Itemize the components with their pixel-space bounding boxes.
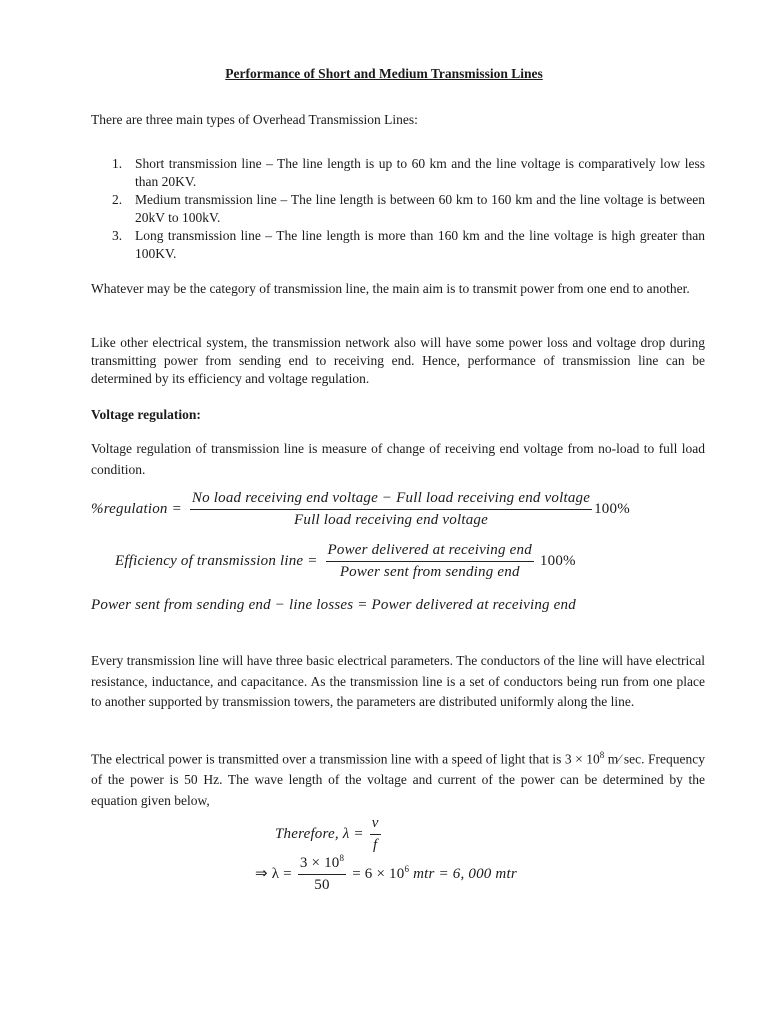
list-text: Short transmission line – The line length is up to 60 km and the line voltage is comparatively low less than 20KV. — [135, 156, 705, 189]
lambda-denominator: f — [372, 837, 378, 853]
regulation-numerator: No load receiving end voltage − Full load receiving end voltage — [191, 490, 591, 506]
balance-equation: Power sent from sending end − line losses = Power delivered at receiving end — [91, 597, 576, 613]
intro-text: There are three main types of Overhead Transmission Lines: — [91, 112, 418, 127]
loss-paragraph: Like other electrical system, the transmission network also will have some power loss and voltage drop during transmitting power from sending end to receiving end. Hence, performance of transmission line can be determined by its efficiency and voltage regulation. — [91, 335, 705, 386]
numerator-base: 3 × 10 — [299, 855, 340, 871]
list-text: Long transmission line – The line length is more than 160 km and the line voltage is high greater than 100KV. — [135, 228, 705, 261]
voltage-regulation-paragraph: Voltage regulation of transmission line is measure of change of receiving end voltage from no-load to full load condition. — [91, 441, 705, 477]
rhs-base: = 6 × 10 — [352, 866, 405, 882]
regulation-fraction — [190, 490, 592, 529]
efficiency-equation — [115, 542, 576, 581]
speed-text-b: m⁄ sec. Frequency of the power is 50 Hz. The wave length of the voltage and current of the power can be determined by the equation given below, — [91, 751, 705, 808]
aim-paragraph: Whatever may be the category of transmission line, the main aim is to transmit power from one end to another. — [91, 281, 690, 296]
rhs-unit: mtr = 6, 000 mtr — [409, 866, 517, 882]
numerator-exponent: 8 — [339, 853, 345, 863]
speed-paragraph — [91, 745, 705, 811]
list-item — [91, 227, 705, 263]
regulation-suffix: 100% — [594, 501, 630, 517]
lambda-value-numerator — [298, 853, 346, 874]
lambda-value-rhs — [352, 864, 517, 883]
efficiency-numerator: Power delivered at receiving end — [327, 542, 532, 558]
list-number: 2. — [112, 192, 123, 207]
parameters-paragraph: Every transmission line will have three basic electrical parameters. The conductors of the line will have electrical resistance, inductance, and capacitance. As the transmission line is a set of conductors being run from one place to another supported by transmission towers, the parameters are distributed uniformly along the line. — [91, 653, 705, 709]
lambda-lhs: Therefore, λ = — [275, 826, 364, 842]
efficiency-denominator: Power sent from sending end — [339, 564, 520, 580]
lambda-value-equation — [255, 853, 517, 894]
rhs-exponent: 6 — [404, 864, 410, 874]
lambda-value-fraction — [298, 853, 346, 894]
list-text: Medium transmission line – The line length is between 60 km to 160 km and the line voltage is between 20kV to 100kV. — [135, 192, 705, 225]
regulation-lhs: %regulation = — [91, 501, 182, 517]
efficiency-fraction — [326, 542, 534, 581]
lambda-equation — [275, 815, 381, 854]
line-types-list — [91, 155, 705, 263]
lambda-value-lhs: ⇒ λ = — [255, 866, 292, 882]
list-number: 1. — [112, 156, 123, 171]
regulation-equation — [91, 490, 630, 529]
efficiency-suffix: 100% — [539, 553, 576, 569]
regulation-denominator: Full load receiving end voltage — [294, 512, 488, 528]
speed-text-a: The electrical power is transmitted over a transmission line with a speed of light that is 3 × 10 — [91, 751, 600, 767]
page-title: Performance of Short and Medium Transmission Lines — [225, 66, 543, 81]
list-number: 3. — [112, 228, 123, 243]
voltage-regulation-heading: Voltage regulation: — [91, 407, 201, 422]
lambda-fraction — [370, 815, 381, 854]
lambda-numerator: v — [371, 815, 379, 831]
list-item — [91, 191, 705, 227]
speed-exponent: 8 — [599, 750, 605, 760]
list-item — [91, 155, 705, 191]
lambda-value-denominator: 50 — [314, 877, 330, 893]
efficiency-lhs: Efficiency of transmission line = — [115, 553, 318, 569]
